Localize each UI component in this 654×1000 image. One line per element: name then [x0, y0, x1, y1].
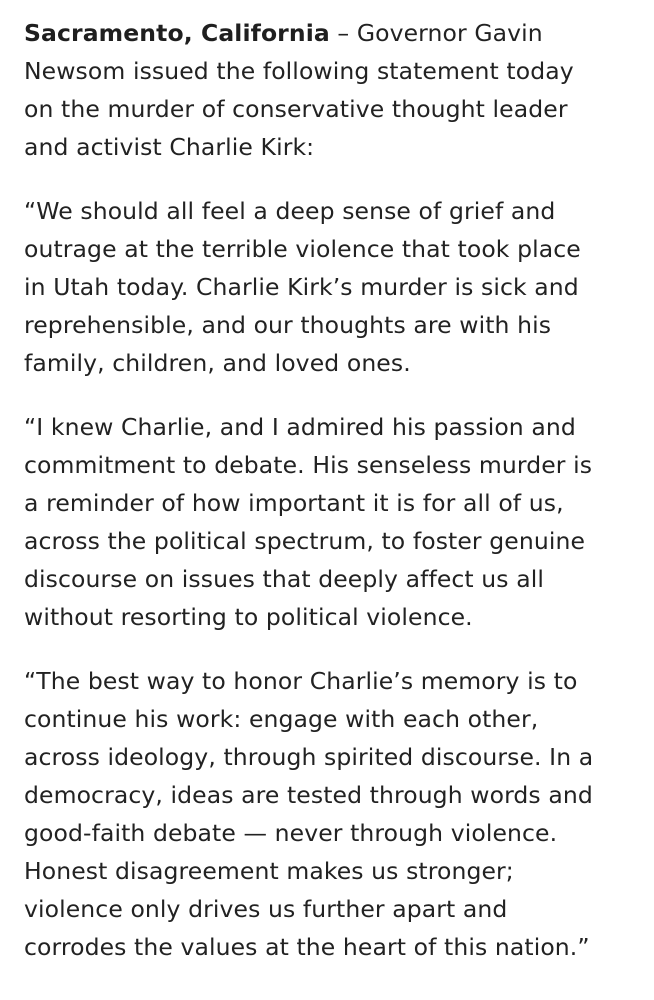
dateline: Sacramento, California — [24, 19, 330, 47]
press-statement-article — [24, 14, 636, 992]
quote-paragraph-1: “We should all feel a deep sense of grief and outrage at the terrible violence that took place in Utah today. Charlie Kirk’s murder is sick and reprehensible, and our thoughts are with his family, children, and loved ones. — [24, 197, 581, 377]
quote-paragraph-3: “The best way to honor Charlie’s memory is to continue his work: engage with each other, across ideology, through spirited discourse. In a democracy, ideas are tested through words and good-faith debate — never through violence. Honest disagreement makes us stronger; violence only drives us further apart and corrodes the values at the heart of this nation.” — [24, 667, 594, 961]
intro-text: – Governor Gavin Newsom issued the following statement today on the murder of conservative thought leader and activist Charlie Kirk: — [24, 19, 574, 161]
intro-paragraph — [24, 14, 636, 166]
quote-paragraph-2: “I knew Charlie, and I admired his passion and commitment to debate. His senseless murder is a reminder of how important it is for all of us, across the political spectrum, to foster genuine discourse on issues that deeply affect us all without resorting to political violence. — [24, 413, 593, 631]
